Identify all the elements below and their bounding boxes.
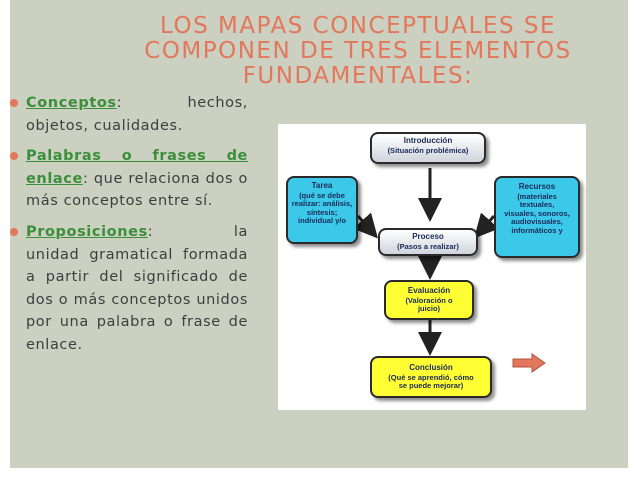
text-palabras: : que relaciona dos o más conceptos entre sí. — [26, 170, 248, 210]
recursos-sub: (materiales textuales, visuales, sonoros, audiovisuales, informáticos y — [504, 191, 570, 235]
recursos-title: Recursos — [518, 182, 556, 191]
tarea-sub: (qué se debe realizar: análisis, síntesis; individual y/o — [291, 190, 353, 226]
tarea-title: Tarea — [311, 181, 333, 190]
text-proposiciones: : la unidad gramatical formada a partir del significado de dos o más conceptos unidos por una palabra o frase de enlace. — [26, 223, 254, 353]
text-conceptos: : hechos, objetos, cualidades. — [26, 95, 254, 134]
proceso-sub: (Pasos a realizar) — [397, 241, 459, 251]
title-line-2: COMPONEN DE TRES ELEMENTOS — [144, 38, 572, 64]
slide-title — [104, 14, 612, 89]
bullet-dot-icon — [10, 99, 18, 107]
conclusion-sub: (Qué se aprendió, cómo se puede mejorar) — [388, 372, 474, 391]
title-line-3: FUNDAMENTALES: — [242, 63, 474, 89]
term-palabras: Palabras o frases de enlace — [26, 148, 248, 187]
evaluacion-sub: (Valoración o juicio) — [405, 295, 453, 314]
bullet-conceptos — [10, 92, 254, 137]
box-introduccion — [370, 132, 486, 164]
introduccion-title: Introducción — [403, 136, 453, 145]
arrow-tarea-proceso — [358, 216, 374, 234]
arrow-recursos-proceso — [478, 216, 494, 234]
conclusion-title: Conclusión — [409, 363, 453, 372]
title-line-1: LOS MAPAS CONCEPTUALES SE — [160, 13, 556, 39]
term-conceptos: Conceptos — [26, 95, 117, 111]
box-recursos — [494, 176, 580, 258]
box-tarea — [286, 176, 358, 244]
right-arrow-icon[interactable] — [512, 353, 546, 373]
proceso-title: Proceso — [412, 232, 444, 241]
bullet-proposiciones — [10, 221, 254, 357]
bullet-dot-icon — [10, 152, 18, 160]
term-proposiciones: Proposiciones — [26, 223, 148, 240]
evaluacion-title: Evaluación — [407, 286, 451, 295]
bullet-dot-icon — [10, 228, 18, 236]
box-proceso — [378, 228, 478, 256]
bullet-palabras — [10, 145, 248, 213]
box-conclusion — [370, 356, 492, 398]
introduccion-sub: (Situación problémica) — [387, 145, 469, 155]
bullet-list — [10, 92, 254, 365]
box-evaluacion — [384, 280, 474, 320]
